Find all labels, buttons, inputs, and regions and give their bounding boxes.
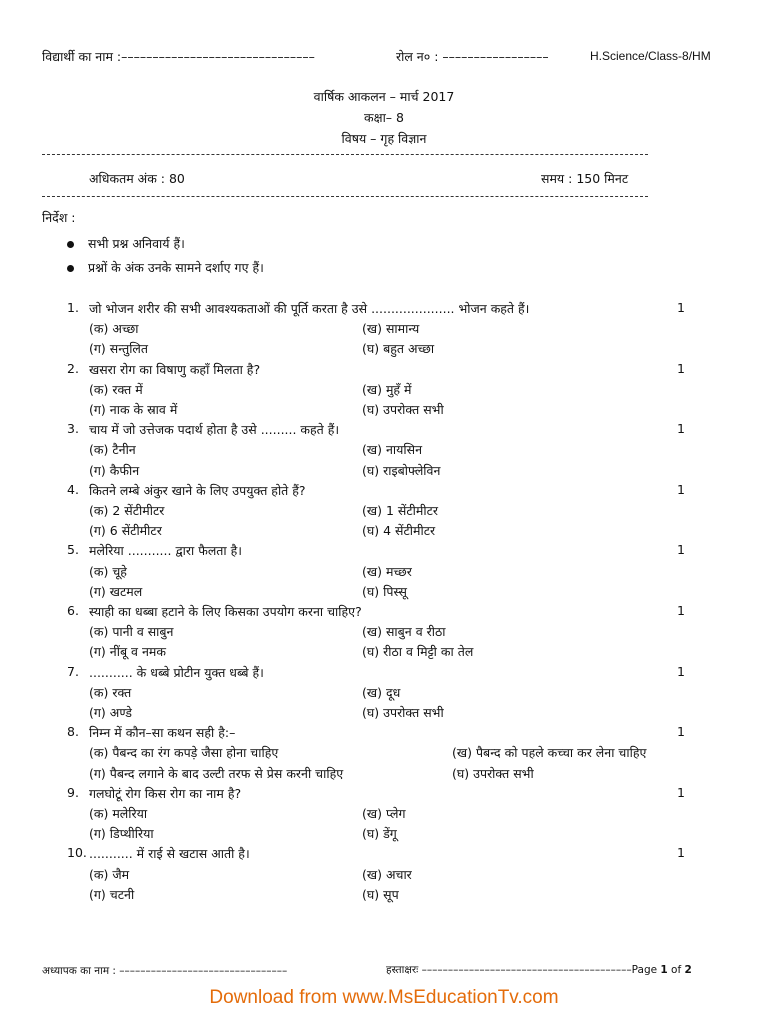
question-number: 8. <box>67 724 79 740</box>
answer-option: (ख) नायसिन <box>362 442 423 458</box>
question-marks: 1 <box>677 542 685 558</box>
answer-option: (क) टैनीन <box>89 442 136 458</box>
time-allowed: समय : 150 मिनट <box>541 171 629 186</box>
answer-option: (ख) प्लेग <box>362 805 406 821</box>
student-name-field: विद्यार्थी का नाम :––––––––––––––––––––––––––––––– <box>42 49 315 64</box>
question-marks: 1 <box>677 724 685 740</box>
max-marks: अधिकतम अंक : 80 <box>89 171 185 186</box>
page-total: 2 <box>684 964 692 976</box>
question-marks: 1 <box>677 603 685 618</box>
question-marks: 1 <box>677 360 685 376</box>
question-text: ........... में राई से खटास आती है। <box>89 846 250 862</box>
answer-option: (ग) कैफीन <box>89 462 140 478</box>
answer-option: (क) रक्त <box>89 684 132 700</box>
exam-title: वार्षिक आकलन – मार्च 2017 <box>313 89 455 104</box>
answer-option: (क) पैबन्द का रंग कपड़े जैसा होना चाहिए <box>89 745 279 761</box>
question-marks: 1 <box>677 663 685 679</box>
answer-option: (ख) 1 सेंटीमीटर <box>362 502 438 518</box>
answer-option: (ग) पैबन्द लगाने के बाद उल्टी तरफ से प्रेस करनी चाहिए <box>89 765 344 781</box>
question-number: 2. <box>67 360 79 376</box>
question-number: 9. <box>67 784 79 800</box>
answer-option: (ख) मुहँ में <box>362 381 412 397</box>
answer-option: (ख) सामान्य <box>362 321 420 337</box>
answer-option: (ग) 6 सेंटीमीटर <box>89 523 162 539</box>
answer-option: (घ) बहुत अच्छा <box>362 341 435 357</box>
question-marks: 1 <box>677 784 685 800</box>
answer-option: (घ) पिस्सू <box>362 583 407 599</box>
class-label: कक्षा– 8 <box>364 110 404 125</box>
question-number: 1. <box>67 300 79 315</box>
answer-option: (क) अच्छा <box>89 321 139 337</box>
question-text: गलघोटूं रोग किस रोग का नाम है? <box>89 785 242 801</box>
question-text: कितने लम्बे अंकुर खाने के लिए उपयुक्त होते हैं? <box>89 482 306 498</box>
roll-number-field: रोल न० : ––––––––––––––––– <box>396 49 549 64</box>
teacher-name-field: अध्यापक का नाम : –––––––––––––––––––––––––––––––– <box>42 965 288 977</box>
subject-label: विषय – गृह विज्ञान <box>341 131 427 146</box>
answer-option: (घ) उपरोक्त सभी <box>362 401 444 417</box>
question-text: मलेरिया ........... द्वारा फैलता है। <box>89 543 243 559</box>
answer-option: (ख) साबुन व रीठा <box>362 624 446 640</box>
answer-option: (घ) राइबोफ्लेविन <box>362 462 441 478</box>
question-marks: 1 <box>677 481 685 497</box>
answer-option: (ख) पैबन्द को पहले कच्चा कर लेना चाहिए <box>452 745 647 761</box>
answer-option: (ग) खटमल <box>89 583 143 599</box>
answer-option: (घ) 4 सेंटीमीटर <box>362 523 436 539</box>
question-number: 4. <box>67 481 79 497</box>
answer-option: (घ) सूप <box>362 886 399 902</box>
class-code: H.Science/Class-8/HM <box>590 49 711 63</box>
question-number: 7. <box>67 663 79 679</box>
answer-option: (घ) डेंगू <box>362 826 397 842</box>
question-text: ........... के धब्बे प्रोटीन युक्त धब्बे हैं। <box>89 664 264 680</box>
answer-option: (क) मलेरिया <box>89 805 148 821</box>
bullet-icon <box>67 241 74 248</box>
instruction-item: प्रश्नों के अंक उनके सामने दर्शाए गए हैं। <box>67 259 264 276</box>
question-text: स्याही का धब्बा हटाने के लिए किसका उपयोग करना चाहिए? <box>89 604 362 619</box>
answer-option: (क) चूहे <box>89 563 127 579</box>
divider <box>42 196 648 197</box>
answer-option: (ख) मच्छर <box>362 563 412 579</box>
answer-option: (ग) डिप्थीरिया <box>89 826 154 842</box>
answer-option: (ग) नाक के स्राव में <box>89 401 178 417</box>
answer-option: (ग) चटनी <box>89 886 135 902</box>
signature-field: हस्ताक्षरः ––––––––––––––––––––––––––––––––––––––––Page 1 of 2 <box>386 964 692 976</box>
answer-option: (घ) उपरोक्त सभी <box>362 704 444 720</box>
question-text: चाय में जो उत्तेजक पदार्थ होता है उसे ......... कहते हैं। <box>89 422 340 438</box>
question-number: 5. <box>67 542 79 558</box>
page-current: 1 <box>660 964 668 976</box>
question-marks: 1 <box>677 421 685 437</box>
answer-option: (क) रक्त में <box>89 381 143 397</box>
answer-option: (ग) सन्तुलित <box>89 341 149 357</box>
answer-option: (ग) अण्डे <box>89 704 132 720</box>
question-text: जो भोजन शरीर की सभी आवश्यकताओं की पूर्ति करता है उसे ..................... भोजन कहते हैं। <box>89 301 530 316</box>
answer-option: (ग) नींबू व नमक <box>89 644 166 660</box>
answer-option: (क) जैम <box>89 866 130 882</box>
question-text: खसरा रोग का विषाणु कहाँ मिलता है? <box>89 361 261 377</box>
question-number: 3. <box>67 421 79 437</box>
answer-option: (क) 2 सेंटीमीटर <box>89 502 165 518</box>
answer-option: (ख) दूध <box>362 684 401 700</box>
answer-option: (ख) अचार <box>362 866 412 882</box>
question-marks: 1 <box>677 300 685 315</box>
answer-option: (घ) उपरोक्त सभी <box>452 765 534 781</box>
bullet-icon <box>67 265 74 272</box>
instruction-item: सभी प्रश्न अनिवार्य हैं। <box>67 235 185 252</box>
question-number: 6. <box>67 603 79 618</box>
question-number: 10. <box>67 845 87 861</box>
answer-option: (घ) रीठा व मिट्टी का तेल <box>362 644 474 660</box>
instructions-heading: निर्देश : <box>42 210 76 225</box>
question-text: निम्न में कौन–सा कथन सही है:– <box>89 725 236 741</box>
answer-option: (क) पानी व साबुन <box>89 624 174 640</box>
question-marks: 1 <box>677 845 685 861</box>
divider <box>42 154 648 155</box>
download-link[interactable]: Download from www.MsEducationTv.com <box>209 987 559 1008</box>
